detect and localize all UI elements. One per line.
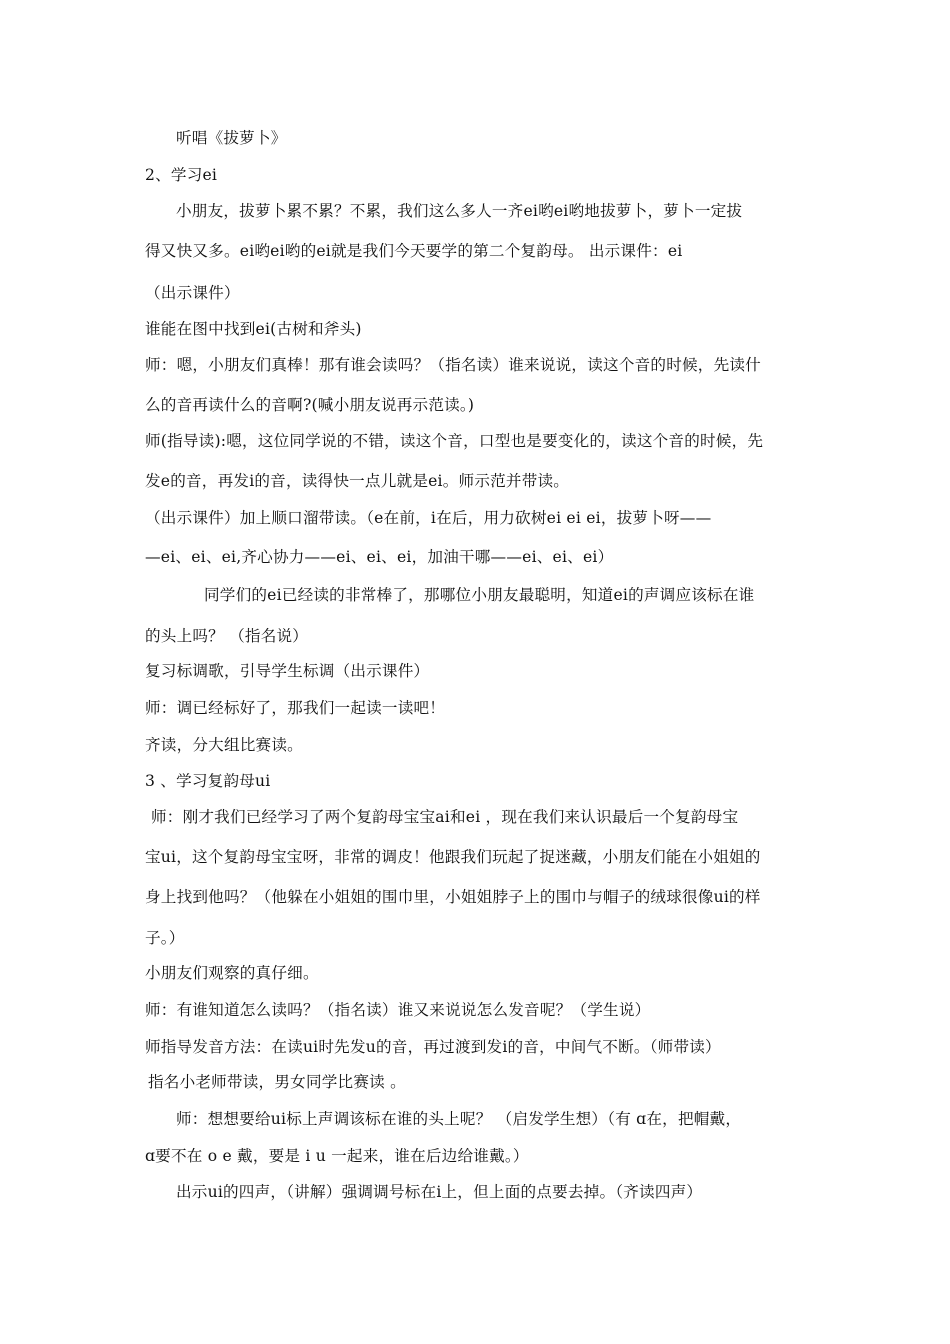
text-line: 师(指导读):嗯，这位同学说的不错，读这个音，口型也是要变化的，读这个音的时候，先 — [145, 432, 764, 450]
text-line: 出示ui的四声，（讲解）强调调号标在i上，但上面的点要去掉。（齐读四声） — [176, 1183, 703, 1201]
text-line: 师：想想要给ui标上声调该标在谁的头上呢？ （启发学生想）（有 ɑ在，把帽戴， — [176, 1110, 742, 1128]
text-line: 小朋友，拔萝卜累不累？不累，我们这么多人一齐ei哟ei哟地拔萝卜，萝卜一定拔 — [176, 202, 743, 220]
text-line: 小朋友们观察的真仔细。 — [145, 964, 319, 982]
text-line: 宝ui，这个复韵母宝宝呀，非常的调皮！他跟我们玩起了捉迷藏，小朋友们能在小姐姐的 — [145, 848, 761, 866]
text-line: 谁能在图中找到ei(古树和斧头) — [145, 320, 362, 338]
text-line: 发e的音，再发i的音，读得快一点儿就是ei。师示范并带读。 — [145, 472, 570, 490]
text-line: 指名小老师带读，男女同学比赛读 。 — [148, 1073, 406, 1091]
text-line: 子。） — [145, 929, 185, 947]
text-line: （出示课件） — [145, 284, 240, 302]
text-line: 师：嗯，小朋友们真棒！那有谁会读吗？（指名读）谁来说说，读这个音的时候，先读什 — [145, 356, 761, 374]
text-line: 复习标调歌，引导学生标调（出示课件） — [145, 662, 430, 680]
text-line: 齐读，分大组比赛读。 — [145, 736, 303, 754]
text-line: ɑ要不在 o e 戴，要是 i u 一起来，谁在后边给谁戴。） — [145, 1147, 529, 1165]
text-line: 同学们的ei已经读的非常棒了，那哪位小朋友最聪明，知道ei的声调应该标在谁 — [204, 586, 755, 604]
text-line: 身上找到他吗？（他躲在小姐姐的围巾里，小姐姐脖子上的围巾与帽子的绒球很像ui的样 — [145, 888, 761, 906]
text-line: 师：调已经标好了，那我们一起读一读吧！ — [145, 699, 446, 717]
section-heading: 3 、学习复韵母ui — [145, 772, 271, 790]
text-line: （出示课件）加上顺口溜带读。（e在前，i在后，用力砍树ei ei ei，拔萝卜呀—— — [145, 509, 712, 527]
text-line: 听唱《拔萝卜》 — [176, 129, 287, 147]
text-line: 师：有谁知道怎么读吗？（指名读）谁又来说说怎么发音呢？（学生说） — [145, 1001, 651, 1019]
text-line: 师：刚才我们已经学习了两个复韵母宝宝ai和ei ，现在我们来认识最后一个复韵母宝 — [151, 808, 739, 826]
text-line: 么的音再读什么的音啊?(喊小朋友说再示范读。) — [145, 396, 475, 414]
section-heading: 2、学习ei — [145, 166, 218, 184]
text-line: 得又快又多。ei哟ei哟的ei就是我们今天要学的第二个复韵母。 出示课件：ei — [145, 242, 683, 260]
text-line: 的头上吗？ （指名说） — [145, 627, 309, 645]
text-line: 师指导发音方法：在读ui时先发u的音，再过渡到发i的音，中间气不断。（师带读） — [145, 1038, 721, 1056]
text-line: —ei、ei、ei,齐心协力——ei、ei、ei，加油干哪——ei、ei、ei） — [145, 548, 614, 566]
